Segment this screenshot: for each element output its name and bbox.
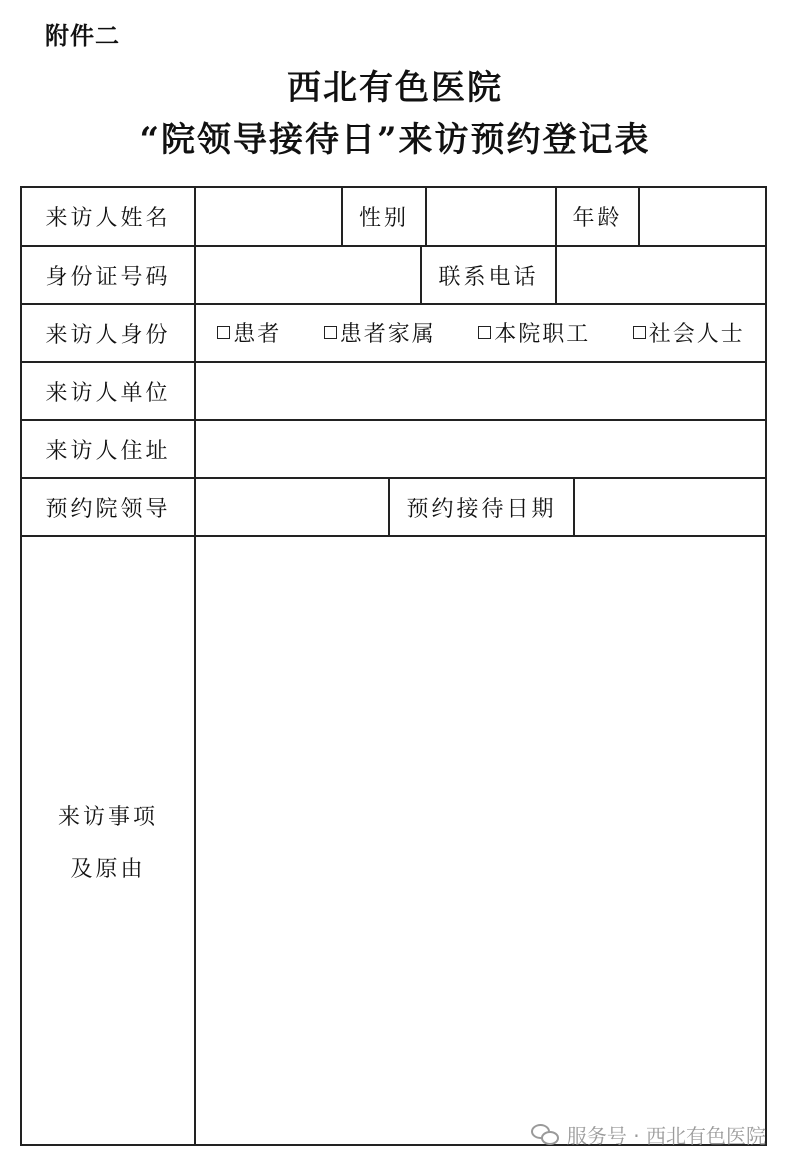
visitor-address-label: 来访人住址 (45, 438, 171, 464)
visit-reason-label-line1: 来访事项 (57, 805, 158, 830)
hospital-title: 西北有色医院 (287, 68, 503, 108)
appointment-leader-field[interactable] (196, 479, 388, 535)
visit-reason-field[interactable] (196, 537, 766, 1144)
option-patient[interactable] (217, 317, 281, 348)
visitor-unit-field[interactable] (196, 363, 766, 419)
visit-reason-label-line2: 及原由 (70, 857, 146, 882)
option-hospital-staff[interactable] (478, 317, 590, 348)
appointment-date-field[interactable] (575, 479, 766, 535)
watermark-text: 服务号 · 西北有色医院 (566, 1124, 766, 1148)
option-patient-family[interactable] (324, 317, 436, 348)
checkbox-icon[interactable] (324, 326, 337, 339)
appointment-leader-label: 预约院领导 (45, 496, 171, 522)
id-number-field[interactable] (196, 247, 420, 303)
checkbox-icon[interactable] (478, 326, 491, 339)
checkbox-icon[interactable] (217, 326, 230, 339)
gender-label: 性别 (358, 206, 409, 231)
option-label: 社会人士 (648, 322, 745, 347)
visitor-name-label: 来访人姓名 (45, 206, 171, 231)
checkbox-icon[interactable] (633, 326, 646, 339)
attachment-label: 附件二 (45, 22, 120, 50)
form-title: “院领导接待日”来访预约登记表 (139, 120, 651, 160)
phone-field[interactable] (557, 247, 766, 303)
option-public[interactable] (633, 317, 745, 348)
id-number-label: 身份证号码 (45, 264, 171, 290)
visitor-unit-label: 来访人单位 (45, 380, 171, 406)
watermark (531, 1120, 766, 1149)
appointment-date-label: 预约接待日期 (406, 496, 557, 522)
visitor-identity-label: 来访人身份 (45, 322, 171, 348)
identity-options (196, 304, 766, 361)
visitor-name-field[interactable] (196, 188, 341, 245)
visitor-address-field[interactable] (196, 421, 766, 477)
age-label: 年龄 (572, 206, 623, 231)
option-label: 患者家属 (339, 322, 436, 347)
gender-field[interactable] (427, 188, 555, 245)
phone-label: 联系电话 (438, 264, 539, 290)
wechat-icon (531, 1124, 561, 1146)
option-label: 本院职工 (494, 322, 591, 347)
option-label: 患者 (233, 322, 282, 347)
age-field[interactable] (640, 188, 766, 245)
visit-reason-label (22, 792, 194, 896)
